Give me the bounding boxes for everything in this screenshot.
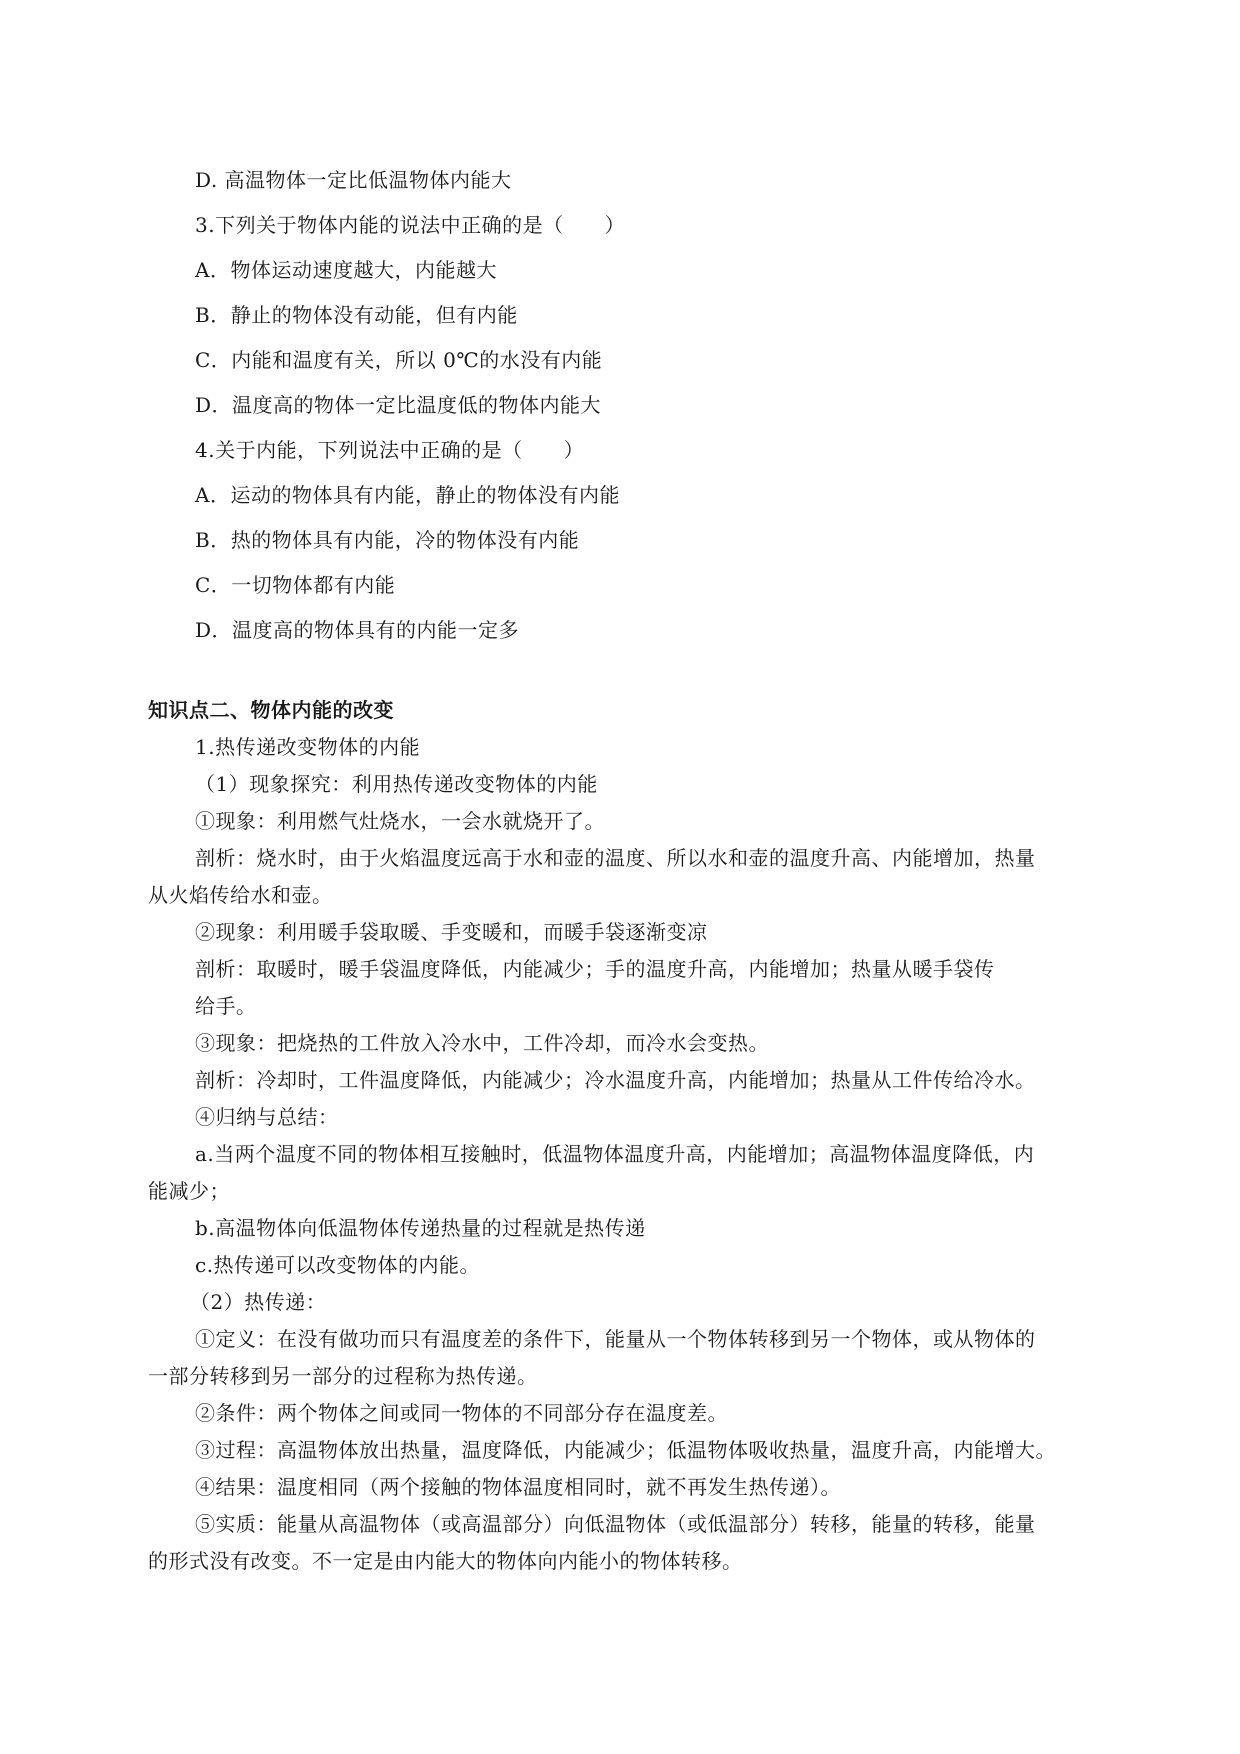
phenomenon-2: ②现象：利用暖手袋取暖、手变暖和，而暖手袋逐渐变凉	[195, 920, 708, 944]
summary-b: b.高温物体向低温物体传递热量的过程就是热传递	[195, 1216, 646, 1240]
summary-a-line-1: a.当两个温度不同的物体相互接触时，低温物体温度升高，内能增加；高温物体温度降低，内	[195, 1142, 1035, 1166]
phenomenon-exploration: （1）现象探究：利用热传递改变物体的内能	[195, 772, 598, 796]
phenomenon-1: ①现象：利用燃气灶烧水，一会水就烧开了。	[195, 809, 605, 833]
definition-line-1: ①定义：在没有做功而只有温度差的条件下，能量从一个物体转移到另一个物体，或从物体的	[195, 1327, 1036, 1351]
essence-line-2: 的形式没有改变。不一定是由内能大的物体向内能小的物体转移。	[148, 1549, 743, 1573]
section-heading: 知识点二、物体内能的改变	[148, 698, 394, 722]
q3-stem: 3.下列关于物体内能的说法中正确的是（ ）	[195, 213, 626, 237]
subsection-title: 1.热传递改变物体的内能	[195, 735, 421, 759]
q4-stem: 4.关于内能，下列说法中正确的是（ ）	[195, 438, 585, 462]
analysis-3: 剖析：冷却时，工件温度降低，内能减少；冷水温度升高，内能增加；热量从工件传给冷水。	[195, 1068, 1036, 1092]
q3-option-b: B．静止的物体没有动能，但有内能	[195, 303, 518, 327]
q3-option-c: C．内能和温度有关，所以 0℃的水没有内能	[195, 348, 603, 372]
phenomenon-3: ③现象：把烧热的工件放入冷水中，工件冷却，而冷水会变热。	[195, 1031, 769, 1055]
summary-title: ④归纳与总结：	[195, 1105, 339, 1129]
q4-option-a: A．运动的物体具有内能，静止的物体没有内能	[195, 483, 620, 507]
process: ③过程：高温物体放出热量，温度降低，内能减少；低温物体吸收热量，温度升高，内能增大。	[195, 1438, 1056, 1462]
analysis-1-line-2: 从火焰传给水和壶。	[148, 883, 333, 907]
analysis-2-line-2: 给手。	[195, 994, 257, 1018]
q3-option-d: D．温度高的物体一定比温度低的物体内能大	[195, 393, 602, 417]
summary-a-line-2: 能减少；	[148, 1179, 230, 1203]
heat-transfer-title: （2）热传递：	[190, 1290, 327, 1314]
q3-option-a: A．物体运动速度越大，内能越大	[195, 258, 497, 282]
analysis-1-line-1: 剖析：烧水时，由于火焰温度远高于水和壶的温度、所以水和壶的温度升高、内能增加，热量	[195, 846, 1036, 870]
q4-option-b: B．热的物体具有内能，冷的物体没有内能	[195, 528, 580, 552]
q2-option-d: D. 高温物体一定比低温物体内能大	[195, 168, 512, 192]
essence-line-1: ⑤实质：能量从高温物体（或高温部分）向低温物体（或低温部分）转移，能量的转移，能量	[195, 1512, 1036, 1536]
summary-c: c.热传递可以改变物体的内能。	[195, 1253, 481, 1277]
condition: ②条件：两个物体之间或同一物体的不同部分存在温度差。	[195, 1401, 728, 1425]
q4-option-d: D．温度高的物体具有的内能一定多	[195, 618, 520, 642]
q4-option-c: C．一切物体都有内能	[195, 573, 396, 597]
result: ④结果：温度相同（两个接触的物体温度相同时，就不再发生热传递）。	[195, 1475, 841, 1499]
definition-line-2: 一部分转移到另一部分的过程称为热传递。	[148, 1364, 538, 1388]
analysis-2-line-1: 剖析：取暖时，暖手袋温度降低，内能减少；手的温度升高，内能增加；热量从暖手袋传	[195, 957, 995, 981]
